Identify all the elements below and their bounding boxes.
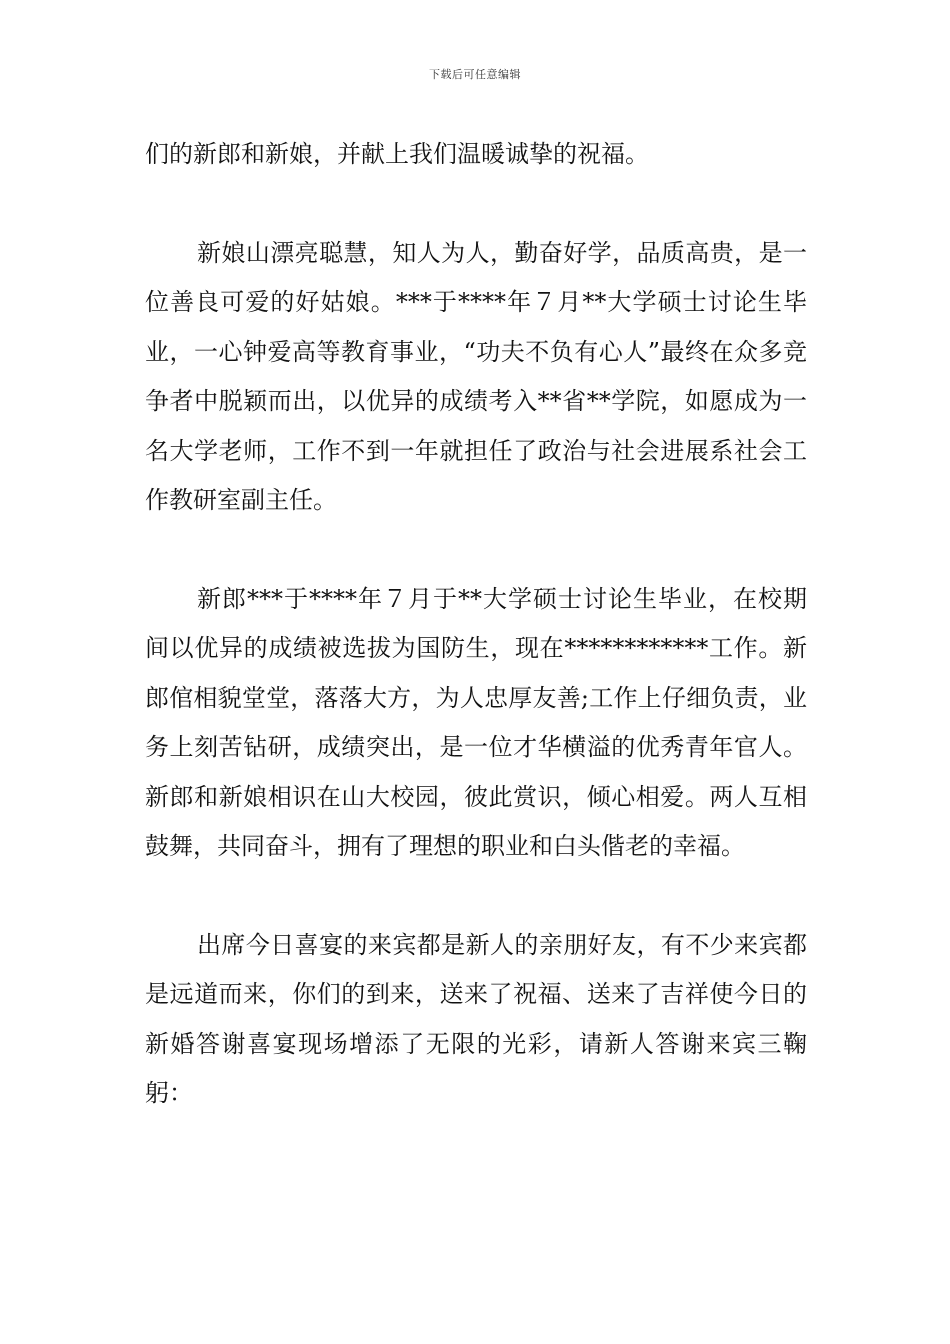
page-header: 下载后可任意编辑: [429, 68, 521, 81]
document-body: [145, 130, 807, 1119]
paragraph-2: 新娘山漂亮聪慧，知人为人，勤奋好学，品质高贵，是一位善良可爱的好姑娘。***于****年７月**大学硕士讨论生毕业，一心钟爱高等教育事业，“功夫不负有心人”最终在众多竞争者中脱颖而出，以优异的成绩考入**省**学院，如愿成为一名大学老师，工作不到一年就担任了政治与社会进展系社会工作教研室副主任。: [145, 238, 807, 514]
paragraph-1: 们的新郎和新娘，并献上我们温暖诚挚的祝福。: [145, 140, 649, 168]
paragraph-4: 出席今日喜宴的来宾都是新人的亲朋好友，有不少来宾都是远道而来，你们的到来，送来了祝福、送来了吉祥使今日的新婚答谢喜宴现场增添了无限的光彩，请新人答谢来宾三鞠躬：: [145, 930, 807, 1107]
paragraph-3: 新郎***于****年７月于**大学硕士讨论生毕业，在校期间以优异的成绩被选拔为国防生，现在************工作。新郎倌相貌堂堂，落落大方，为人忠厚友善;工作上仔细负责，业务上刻苦钻研，成绩突出，是一位才华横溢的优秀青年官人。新郎和新娘相识在山大校园，彼此赏识，倾心相爱。两人互相鼓舞，共同奋斗，拥有了理想的职业和白头偕老的幸福。: [145, 584, 807, 860]
